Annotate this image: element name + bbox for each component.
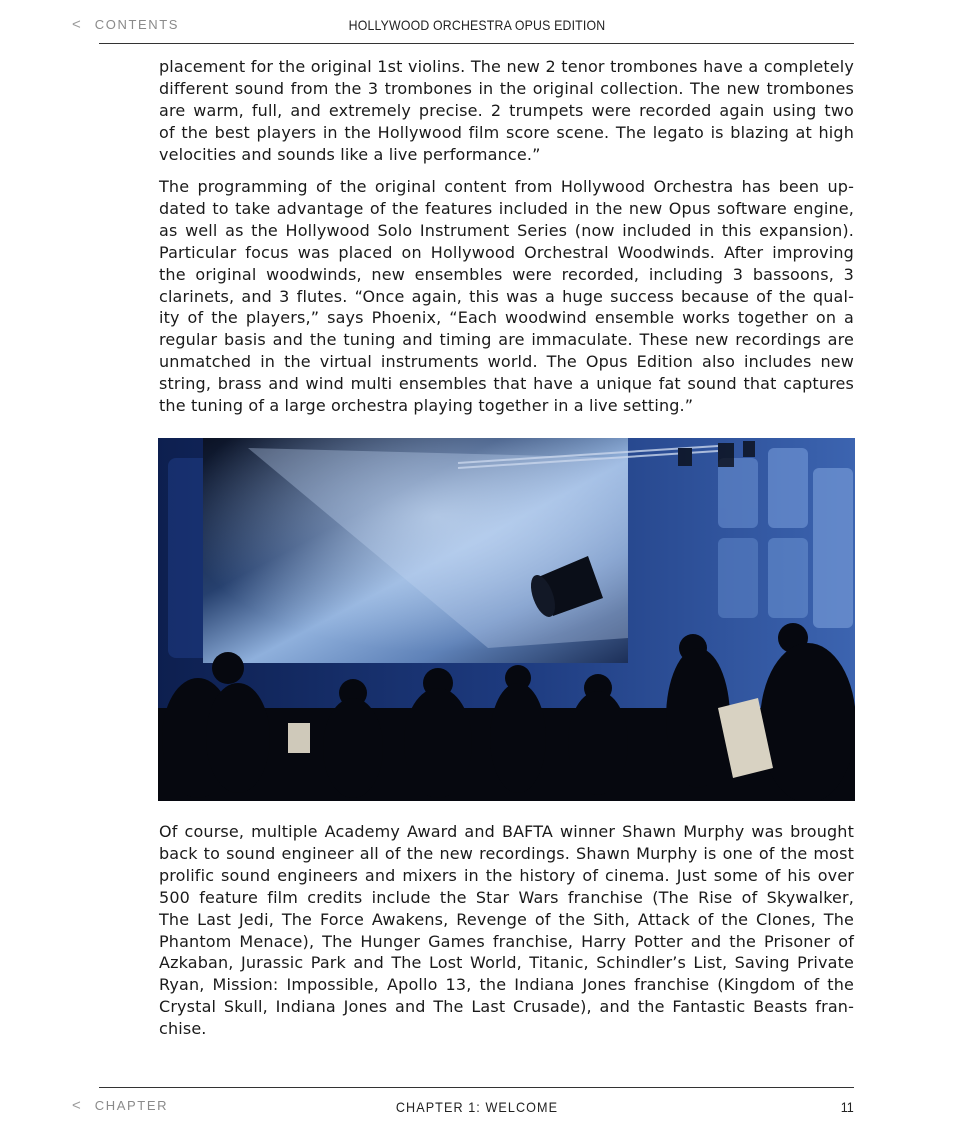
paragraph-line: the original woodwinds, new ensembles were recorded, including 3 bassoons, 3: [159, 264, 854, 284]
paragraph-line: 500 feature film credits include the Star Wars franchise (The Rise of Skywalker,: [159, 887, 854, 907]
header-divider: [99, 43, 854, 44]
paragraph-line: Particular focus was placed on Hollywood Orchestral Woodwinds. After improving: [159, 242, 854, 262]
paragraph-line: regular basis and the tuning and timing are immaculate. These new recordings are: [159, 330, 854, 350]
chapter-title: CHAPTER 1: WELCOME: [395, 1099, 559, 1115]
paragraph-line: ity of the players,” says Phoenix, “Each woodwind ensemble works together on a: [159, 308, 854, 328]
paragraph-3: [159, 821, 854, 1040]
paragraph-line: different sound from the 3 trombones in the original collection. The new trombones: [159, 78, 854, 98]
chevron-left-icon: <: [72, 1097, 81, 1114]
page-header: [0, 0, 954, 44]
paragraph-line: back to sound engineer all of the new recordings. Shawn Murphy is one of the most: [159, 843, 854, 863]
paragraph-line: string, brass and wind multi ensembles that have a unique fat sound that captures: [159, 374, 854, 394]
document-title: HOLLYWOOD ORCHESTRA OPUS EDITION: [348, 17, 606, 33]
paragraph-line: Crystal Skull, Indiana Jones and The Last Crusade), and the Fantastic Beasts fran-: [159, 997, 854, 1017]
paragraph-line: The Last Jedi, The Force Awakens, Revenge of the Sith, Attack of the Clones, The: [159, 909, 854, 929]
contents-link-label: CONTENTS: [94, 17, 180, 32]
paragraph-1: [159, 56, 854, 166]
paragraph-line: clarinets, and 3 flutes. “Once again, this was a huge success because of the qual-: [159, 286, 854, 306]
paragraph-line: dated to take advantage of the features included in the new Opus software engine,: [159, 198, 854, 218]
paragraph-line: placement for the original 1st violins. The new 2 tenor trombones have a completely: [159, 57, 854, 76]
paragraph-line: The programming of the original content from Hollywood Orchestra has been up-: [159, 177, 854, 196]
paragraph-line: as well as the Hollywood Solo Instrument Series (now included in this expansion).: [159, 220, 854, 240]
paragraph-line: Ryan, Mission: Impossible, Apollo 13, the Indiana Jones franchise (Kingdom of the: [159, 975, 854, 995]
paragraph-line: prolific sound engineers and mixers in the history of cinema. Just some of his over: [159, 865, 854, 885]
paragraph-line: of the best players in the Hollywood film score scene. The legato is blazing at high: [159, 122, 854, 142]
paragraph-line: Phantom Menace), The Hunger Games franchise, Harry Potter and the Prisoner of: [159, 931, 854, 951]
paragraph-line: are warm, full, and extremely precise. 2 trumpets were recorded again using two: [159, 100, 854, 120]
paragraph-2: [159, 176, 854, 417]
chevron-left-icon: <: [72, 16, 81, 33]
orchestra-photo: [158, 438, 855, 801]
paragraph-line: velocities and sounds like a live performance.”: [159, 144, 541, 164]
paragraph-line: chise.: [159, 1019, 207, 1039]
paragraph-line: the tuning of a large orchestra playing together in a live setting.”: [159, 396, 694, 416]
paragraph-line: unmatched in the virtual instruments world. The Opus Edition also includes new: [159, 352, 854, 372]
footer-divider: [99, 1087, 854, 1088]
chapter-link-label: CHAPTER: [94, 1098, 169, 1113]
paragraph-line: Of course, multiple Academy Award and BAFTA winner Shawn Murphy was brought: [159, 822, 854, 841]
paragraph-line: Azkaban, Jurassic Park and The Lost World, Titanic, Schindler’s List, Saving Private: [159, 953, 854, 973]
orchestra-scene-illustration: [158, 438, 855, 801]
page-number: 11: [841, 1099, 855, 1115]
